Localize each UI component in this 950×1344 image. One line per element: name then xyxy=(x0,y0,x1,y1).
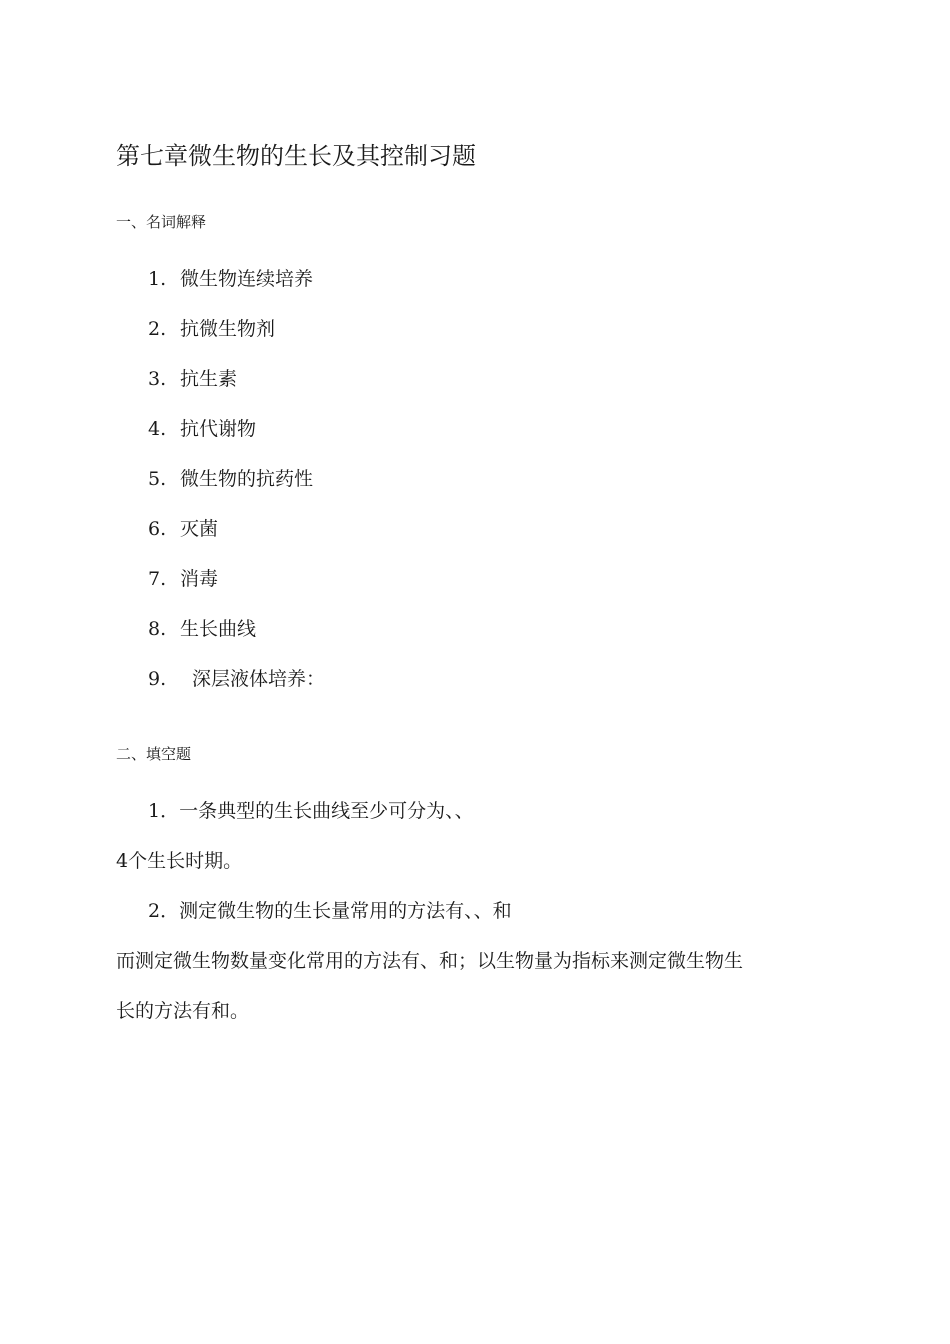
list-item xyxy=(148,266,313,292)
list-item xyxy=(148,366,237,392)
question-2-line-1: 2．测定微生物的生长量常用的方法有、、和 xyxy=(148,900,512,922)
section-heading-definitions: 一、名词解释 xyxy=(116,213,207,231)
item-text: 消毒 xyxy=(180,568,219,590)
item-text: 微生物的抗药性 xyxy=(180,468,314,490)
list-item xyxy=(148,566,218,592)
list-item xyxy=(148,666,325,692)
question-1-line-2: 4个生长时期。 xyxy=(116,850,243,872)
item-text: 抗微生物剂 xyxy=(180,318,276,340)
item-number: 5. xyxy=(148,468,167,490)
item-text: 生长曲线 xyxy=(180,618,257,640)
item-number: 8. xyxy=(148,618,167,640)
list-item xyxy=(148,616,256,642)
item-text: 微生物连续培养 xyxy=(180,268,314,290)
question-1-line-1: 1．一条典型的生长曲线至少可分为、、 xyxy=(148,800,474,822)
item-text: 深层液体培养： xyxy=(192,668,326,690)
item-text: 抗生素 xyxy=(180,368,238,390)
item-number: 9. xyxy=(148,668,167,690)
question-2-line-2: 而测定微生物数量变化常用的方法有、和；以生物量为指标来测定微生物生 xyxy=(116,950,744,972)
item-number: 7. xyxy=(148,568,167,590)
section-heading-fill-in: 二、填空题 xyxy=(116,745,192,763)
question-2-line-3: 长的方法有和。 xyxy=(116,1000,250,1022)
list-item xyxy=(148,416,256,442)
item-number: 6. xyxy=(148,518,167,540)
item-text: 抗代谢物 xyxy=(180,418,257,440)
item-number: 3. xyxy=(148,368,167,390)
item-number: 2. xyxy=(148,318,167,340)
list-item xyxy=(148,316,275,342)
page-title: 第七章微生物的生长及其控制习题 xyxy=(116,142,476,170)
item-text: 灭菌 xyxy=(180,518,219,540)
list-item xyxy=(148,516,218,542)
item-number: 1. xyxy=(148,268,167,290)
list-item xyxy=(148,466,313,492)
item-number: 4. xyxy=(148,418,167,440)
